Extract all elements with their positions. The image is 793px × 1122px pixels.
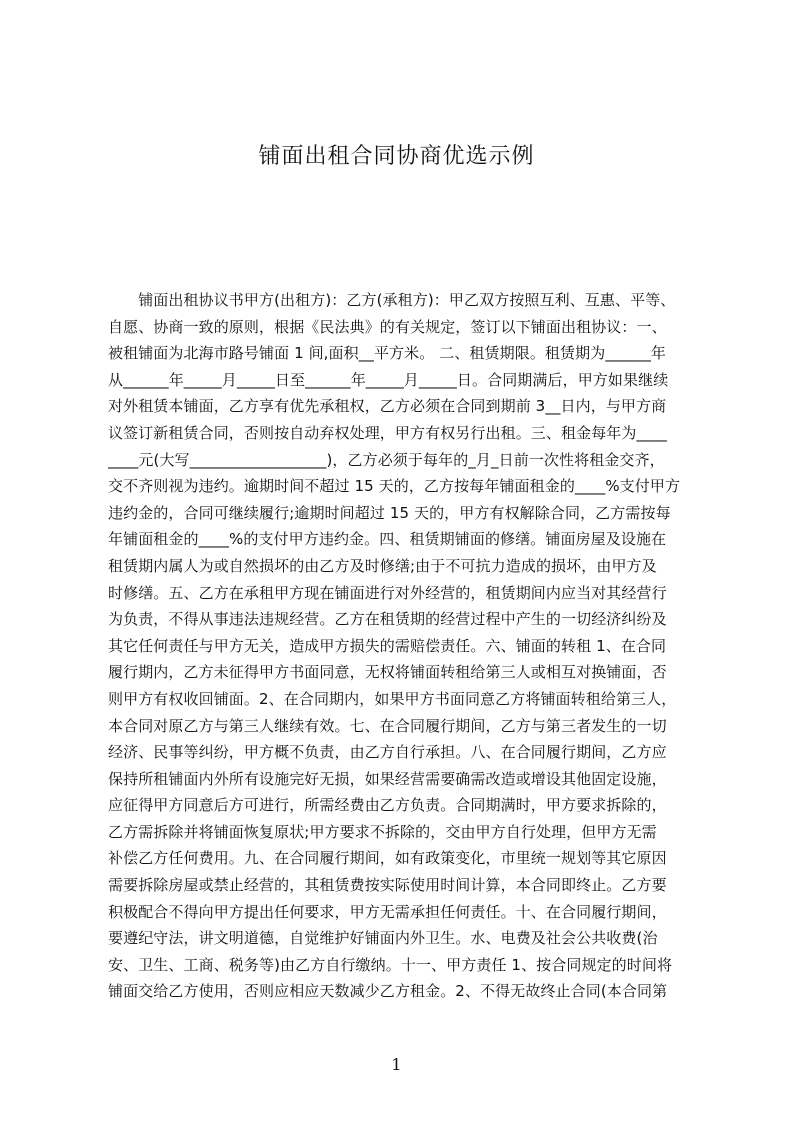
body-line: 应征得甲方同意后方可进行，所需经费由乙方负责。合同期满时，甲方要求拆除的，	[108, 796, 667, 815]
body-line: 安、卫生、工商、税务等)由乙方自行缴纳。十一、甲方责任 1、按合同规定的时间将	[108, 955, 673, 974]
body-line: 则甲方有权收回铺面。2、在合同期内，如果甲方书面同意乙方将铺面转租给第三人，	[108, 689, 677, 708]
body-line: 其它任何责任与甲方无关，造成甲方损失的需赔偿责任。六、铺面的转租 1、在合同	[108, 636, 667, 655]
page-number: 1	[391, 1055, 402, 1074]
document-title: 铺面出租合同协商优选示例	[258, 144, 535, 169]
body-line: 租赁期内属人为或自然损坏的由乙方及时修缮;由于不可抗力造成的损坏，由甲方及	[108, 556, 657, 575]
body-line: 铺面出租协议书甲方(出租方)：乙方(承租方)：甲乙双方按照互利、互惠、平等、	[108, 291, 676, 309]
body-line: 履行期内，乙方未征得甲方书面同意，无权将铺面转租给第三人或相互对换铺面，否	[108, 663, 667, 682]
body-line: 议签订新租赁合同，否则按自动弃权处理，甲方有权另行出租。三、租金每年为____	[108, 423, 667, 442]
body-line: 交不齐则视为违约。逾期时间不超过 15 天的，乙方按每年铺面租金的____%支付甲方	[108, 477, 681, 496]
body-line: 经济、民事等纠纷，甲方概不负责，由乙方自行承担。八、在合同履行期间，乙方应	[108, 743, 667, 762]
body-line: 自愿、协商一致的原则，根据《民法典》的有关规定，签订以下铺面出租协议：一、	[108, 317, 667, 336]
body-line: 乙方需拆除并将铺面恢复原状;甲方要求不拆除的，交由甲方自行处理，但甲方无需	[108, 822, 657, 841]
body-line: 对外租赁本铺面，乙方享有优先承租权，乙方必须在合同到期前 3__日内，与甲方商	[108, 397, 667, 416]
body-line: 违约金的，合同可继续履行;逾期时间超过 15 天的，甲方有权解除合同，乙方需按每	[108, 503, 671, 522]
body-line: 铺面交给乙方使用，否则应相应天数减少乙方租金。2、不得无故终止合同(本合同第	[108, 982, 668, 1001]
body-line: 为负责，不得从事违法违规经营。乙方在租赁期的经营过程中产生的一切经济纠纷及	[108, 610, 667, 629]
body-line: ____元(大写__________________)，乙方必须于每年的_月_日前一次性将租金交齐，	[108, 450, 665, 469]
body-line: 年铺面租金的____%的支付甲方违约金。四、租赁期铺面的修缮。铺面房屋及设施在	[108, 530, 667, 549]
body-line: 补偿乙方任何费用。九、在合同履行期间，如有政策变化，市里统一规划等其它原因	[108, 849, 667, 868]
contract-body	[108, 287, 700, 1005]
body-line: 保持所租铺面内外所有设施完好无损，如果经营需要确需改造或增设其他固定设施，	[108, 769, 667, 788]
body-line: 被租铺面为北海市路号铺面 1 间,面积__平方米。 二、租赁期限。租赁期为______年	[108, 344, 667, 363]
body-line: 要遵纪守法，讲文明道德，自觉维护好铺面内外卫生。水、电费及社会公共收费(治	[108, 929, 658, 948]
body-line: 时修缮。五、乙方在承租甲方现在铺面进行对外经营的，租赁期间内应当对其经营行	[108, 583, 667, 602]
body-line: 需要拆除房屋或禁止经营的，其租赁费按实际使用时间计算，本合同即终止。乙方要	[108, 876, 667, 895]
body-line: 积极配合不得向甲方提出任何要求，甲方无需承担任何责任。十、在合同履行期间，	[108, 902, 667, 921]
body-line: 本合同对原乙方与第三人继续有效。七、在合同履行期间，乙方与第三者发生的一切	[108, 716, 667, 735]
body-line: 从______年_____月_____日至______年_____月_____日。合同期满后，甲方如果继续	[108, 370, 669, 389]
